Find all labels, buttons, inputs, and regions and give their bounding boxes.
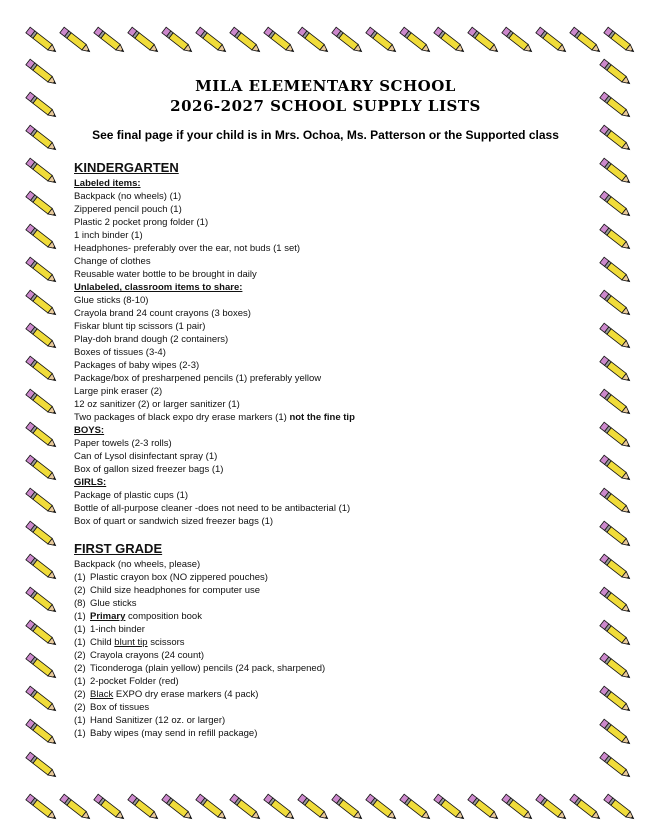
markers-emphasis: not the fine tip [289,412,355,423]
pencil-icon [196,794,228,821]
pencil-icon [196,27,228,54]
pencil-icon [264,794,296,821]
list-item: Plastic 2 pocket prong folder (1) [74,217,209,228]
pencil-icon [332,27,364,54]
list-item: Glue sticks (8-10) [74,295,149,306]
pencil-icon [298,794,330,821]
list-item: Boxes of tissues (3-4) [74,347,166,358]
pencil-icon [26,455,58,482]
document-title: 2026-2027 SCHOOL SUPPLY LISTS [170,97,481,115]
pencil-icon [600,488,632,515]
pencil-icon [468,27,500,54]
list-item-markers [74,411,594,424]
boys-list [74,437,594,476]
list-item: Backpack (no wheels) (1) [74,191,182,202]
pencil-icon [600,686,632,713]
list-item: Headphones- preferably over the ear, not buds (1 set) [74,243,301,254]
pencil-icon [400,794,432,821]
pencil-icon [26,422,58,449]
pencil-icon [94,794,126,821]
item-text: Crayola crayons (24 count) [90,650,205,661]
pencil-icon [570,27,602,54]
pencil-icon [600,554,632,581]
item-text: 1-inch binder [90,624,145,635]
pencil-icon [434,27,466,54]
pencil-icon [26,554,58,581]
pencil-icon [26,752,58,779]
list-item: Package of plastic cups (1) [74,490,189,501]
pencil-icon [94,27,126,54]
pencil-icon [600,455,632,482]
pencil-icon [60,27,92,54]
pencil-icon [230,27,262,54]
first-grade-list [74,571,594,740]
pencil-icon [26,224,58,251]
item-quantity: (8) [74,598,86,609]
pencil-icon [26,191,58,218]
item-quantity: (2) [74,689,86,700]
pencil-icon [26,356,58,383]
pencil-icon [600,323,632,350]
pencil-icon [26,389,58,416]
pencil-icon [600,620,632,647]
list-item: Package/box of presharpened pencils (1) preferably yellow [74,373,322,384]
pencil-icon [128,794,160,821]
item-text: Child [90,637,115,648]
pencil-icon [26,653,58,680]
pencil-icon [366,27,398,54]
item-text: EXPO dry erase markers (4 pack) [113,689,259,700]
pencil-icon [434,794,466,821]
pencil-icon [600,158,632,185]
item-text: scissors [147,637,185,648]
list-item [74,610,594,623]
list-item: Paper towels (2-3 rolls) [74,438,172,449]
pencil-icon [264,27,296,54]
pencil-icon [26,620,58,647]
list-item: Backpack (no wheels, please) [74,559,201,570]
pencil-icon [468,794,500,821]
item-text: composition book [125,611,202,622]
list-item [74,584,594,597]
pencil-icon [26,794,58,821]
item-quantity: (2) [74,702,86,713]
item-emphasis: Primary [90,611,126,622]
list-item: Play-doh brand dough (2 containers) [74,334,229,345]
pencil-icon [230,794,262,821]
pencil-icon [26,587,58,614]
pencil-icon [600,719,632,746]
pencil-icon [162,27,194,54]
pencil-icon [400,27,432,54]
pencil-icon [60,794,92,821]
pencil-icon [26,27,58,54]
list-item [74,597,594,610]
pencil-icon [502,794,534,821]
list-item [74,662,594,675]
pencil-icon [502,27,534,54]
pencil-icon [600,224,632,251]
labeled-items-heading: Labeled items: [74,178,141,189]
girls-heading: GIRLS: [74,477,107,488]
shared-items-heading: Unlabeled, classroom items to share: [74,282,243,293]
supply-lists [74,159,594,740]
item-text: Hand Sanitizer (12 oz. or larger) [90,715,226,726]
boys-heading: BOYS: [74,425,105,436]
list-item: 12 oz sanitizer (2) or larger sanitizer (1) [74,399,240,410]
pencil-icon [600,191,632,218]
list-item: Can of Lysol disinfectant spray (1) [74,451,218,462]
pencil-icon [600,290,632,317]
item-quantity: (2) [74,585,86,596]
pencil-icon [570,794,602,821]
list-item: Packages of baby wipes (2-3) [74,360,200,371]
pencil-icon [26,290,58,317]
pencil-icon [26,257,58,284]
pencil-icon [332,794,364,821]
markers-text: Two packages of black expo dry erase markers (1) [74,412,287,423]
pencil-icon [600,587,632,614]
list-item: Bottle of all-purpose cleaner -does not need to be antibacterial (1) [74,503,351,514]
pencil-icon [600,257,632,284]
list-item: Zippered pencil pouch (1) [74,204,182,215]
list-item [74,727,594,740]
pencil-icon [26,158,58,185]
list-item [74,701,594,714]
first-grade-heading: FIRST GRADE [74,541,163,556]
list-item [74,714,594,727]
item-quantity: (1) [74,572,86,583]
list-item [74,571,594,584]
pencil-icon [26,719,58,746]
pencil-icon [600,752,632,779]
pencil-icon [600,422,632,449]
list-item: Box of quart or sandwich sized freezer bags (1) [74,516,274,527]
pencil-icon [600,356,632,383]
item-text: Glue sticks [90,598,137,609]
list-item [74,688,594,701]
pencil-icon [604,27,636,54]
item-quantity: (1) [74,728,86,739]
item-text: 2-pocket Folder (red) [90,676,179,687]
girls-list [74,489,594,528]
list-item [74,623,594,636]
list-item: Change of clothes [74,256,151,267]
list-item: Box of gallon sized freezer bags (1) [74,464,224,475]
item-quantity: (2) [74,663,86,674]
list-item: Crayola brand 24 count crayons (3 boxes) [74,308,251,319]
item-quantity: (1) [74,715,86,726]
pencil-icon [298,27,330,54]
pencil-icon [604,794,636,821]
pencil-icon [26,323,58,350]
pencil-icon [26,488,58,515]
pencil-icon [162,794,194,821]
pencil-icon [600,389,632,416]
list-item [74,649,594,662]
class-note: See final page if your child is in Mrs. Ochoa, Ms. Patterson or the Supported class [92,128,559,142]
item-emphasis: blunt tip [114,637,148,648]
shared-items-list [74,294,594,424]
labeled-items-list [74,190,594,281]
item-quantity: (1) [74,676,86,687]
item-quantity: (1) [74,637,86,648]
pencil-icon [600,521,632,548]
item-text: Child size headphones for computer use [90,585,261,596]
pencil-icon [128,27,160,54]
list-item: 1 inch binder (1) [74,230,143,241]
pencil-icon [26,686,58,713]
pencil-icon [366,794,398,821]
list-item: Reusable water bottle to be brought in daily [74,269,257,280]
kindergarten-heading: KINDERGARTEN [74,160,179,175]
list-item: Large pink eraser (2) [74,386,163,397]
pencil-icon [536,27,568,54]
item-emphasis: Black [90,689,114,700]
list-item: Fiskar blunt tip scissors (1 pair) [74,321,206,332]
item-quantity: (2) [74,650,86,661]
list-item [74,675,594,688]
list-item [74,636,594,649]
pencil-icon [600,653,632,680]
item-text: Plastic crayon box (NO zippered pouches) [90,572,268,583]
item-quantity: (1) [74,624,86,635]
item-quantity: (1) [74,611,86,622]
item-text: Ticonderoga (plain yellow) pencils (24 pack, sharpened) [90,663,326,674]
item-text: Baby wipes (may send in refill package) [90,728,258,739]
school-name: MILA ELEMENTARY SCHOOL [195,77,456,95]
pencil-icon [536,794,568,821]
item-text: Box of tissues [90,702,150,713]
pencil-icon [26,521,58,548]
